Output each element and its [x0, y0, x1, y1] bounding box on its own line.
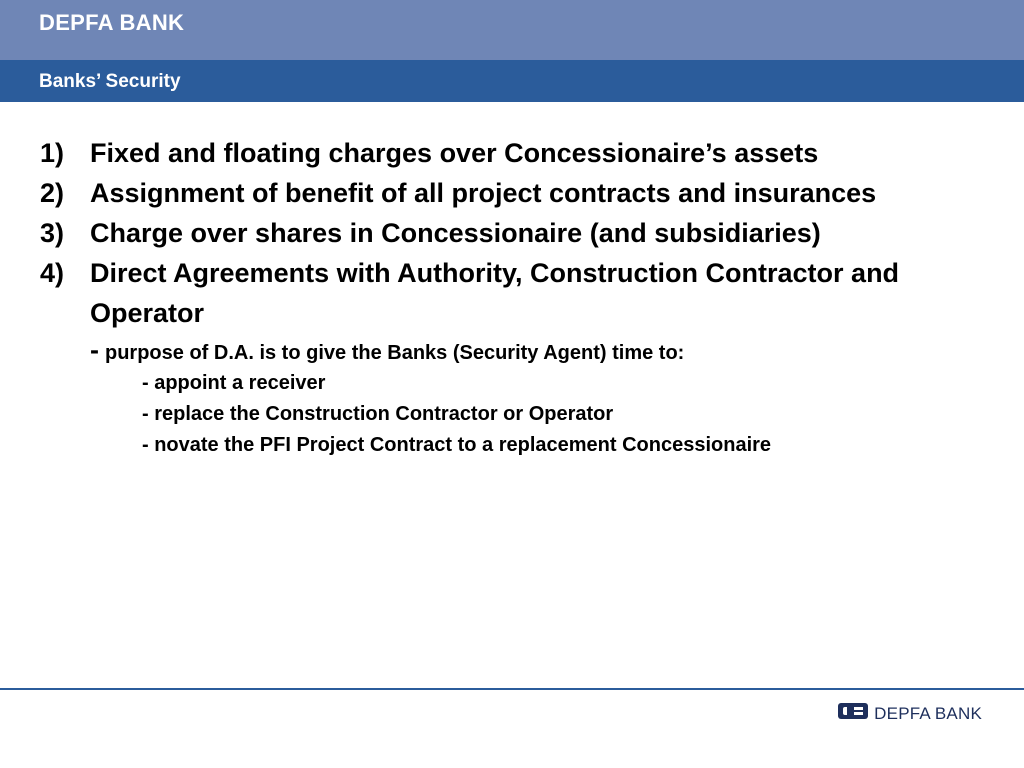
sub-point: - novate the PFI Project Contract to a replacement Concessionaire	[142, 434, 772, 456]
list-item-number: 1)	[40, 138, 65, 168]
list-item	[40, 253, 980, 333]
list-item-text: Charge over shares in Concessionaire (and subsidiaries)	[90, 218, 821, 248]
depfa-logo-icon	[838, 703, 868, 724]
purpose-line	[90, 335, 980, 368]
list-item-number: 4)	[40, 258, 65, 288]
list-item-text: Fixed and floating charges over Concessionaire’s assets	[90, 138, 819, 168]
header-band	[0, 0, 1024, 60]
list-item-number: 3)	[40, 218, 65, 248]
list-item	[40, 133, 980, 173]
footer-logo-text: DEPFA BANK	[874, 703, 982, 723]
list-item-text: Direct Agreements with Authority, Construction Contractor and Operator	[90, 258, 900, 328]
list-item-number: 2)	[40, 178, 65, 208]
sub-point: - replace the Construction Contractor or Operator	[142, 403, 614, 425]
footer-logo	[838, 703, 982, 724]
purpose-dash: -	[90, 335, 99, 365]
slide-content	[40, 133, 980, 461]
section-band	[0, 60, 1024, 102]
list-item-text: Assignment of benefit of all project contracts and insurances	[90, 178, 877, 208]
purpose-text: purpose of D.A. is to give the Banks (Security Agent) time to:	[105, 342, 685, 364]
footer-divider	[0, 688, 1024, 690]
list-item	[40, 213, 980, 253]
list-item	[40, 173, 980, 213]
sub-point: - appoint a receiver	[142, 372, 326, 394]
section-title: Banks’ Security	[39, 71, 181, 92]
brand-title: DEPFA BANK	[39, 10, 185, 35]
